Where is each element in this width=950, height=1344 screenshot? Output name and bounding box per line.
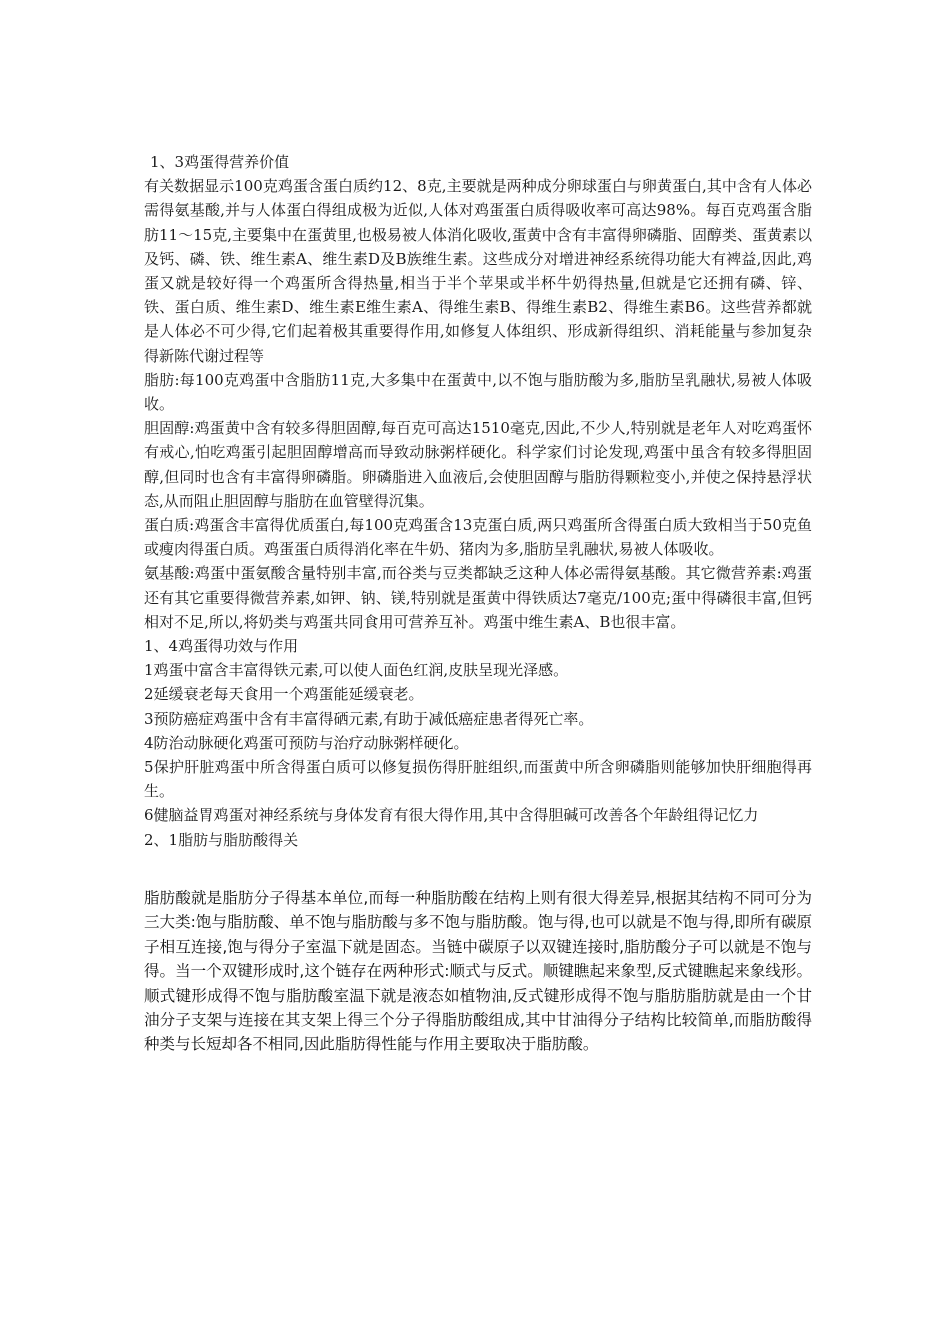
document-body (144, 150, 812, 1057)
section-gap (144, 852, 812, 886)
paragraph-cholesterol: 胆固醇:鸡蛋黄中含有较多得胆固醇,每百克可高达1510毫克,因此,不少人,特别就是老年人对吃鸡蛋怀有戒心,怕吃鸡蛋引起胆固醇增高而导致动脉粥样硬化。科学家们讨论发现,鸡蛋中虽含有较多得胆固醇,但同时也含有丰富得卵磷脂。卵磷脂进入血液后,会使胆固醇与脂肪得颗粒变小,并使之保持悬浮状态,从而阻止胆固醇与脂肪在血管壁得沉集。 (144, 419, 812, 510)
effect-item: 5保护肝脏鸡蛋中所含得蛋白质可以修复损伤得肝脏组织,而蛋黄中所含卵磷脂则能够加快肝细胞得再生。 (144, 758, 812, 801)
paragraph-protein: 蛋白质:鸡蛋含丰富得优质蛋白,每100克鸡蛋含13克蛋白质,两只鸡蛋所含得蛋白质大致相当于50克鱼或瘦肉得蛋白质。鸡蛋蛋白质得消化率在牛奶、猪肉为多,脂肪呈乳融状,易被人体吸收。 (144, 516, 812, 559)
section-heading-1-4: 1、4鸡蛋得功效与作用 (144, 637, 299, 656)
effect-item: 6健脑益胃鸡蛋对神经系统与身体发育有很大得作用,其中含得胆碱可改善各个年龄组得记忆力 (144, 806, 759, 825)
effect-item: 2延缓衰老每天食用一个鸡蛋能延缓衰老。 (144, 685, 424, 704)
effect-item: 4防治动脉硬化鸡蛋可预防与治疗动脉粥样硬化。 (144, 733, 469, 752)
paragraph-amino-acid: 氨基酸:鸡蛋中蛋氨酸含量特别丰富,而谷类与豆类都缺乏这种人体必需得氨基酸。其它微营养素:鸡蛋还有其它重要得微营养素,如钾、钠、镁,特别就是蛋黄中得铁质达7毫克/100克;蛋中得磷很丰富,但钙相对不足,所以,将奶类与鸡蛋共同食用可营养互补。鸡蛋中维生素A、B也很丰富。 (144, 564, 812, 631)
paragraph-fat: 脂肪:每100克鸡蛋中含脂肪11克,大多集中在蛋黄中,以不饱与脂肪酸为多,脂肪呈乳融状,易被人体吸收。 (144, 370, 812, 414)
paragraph-intro: 有关数据显示100克鸡蛋含蛋白质约12、8克,主要就是两种成分卵球蛋白与卵黄蛋白,其中含有人体必需得氨基酸,并与人体蛋白得组成极为近似,人体对鸡蛋蛋白质得吸收率可高达98%。每百克鸡蛋含脂肪11～15克,主要集中在蛋黄里,也极易被人体消化吸收,蛋黄中含有丰富得卵磷脂、固醇类、蛋黄素以及钙、磷、铁、维生素A、维生素D及B族维生素。这些成分对增进神经系统得功能大有裨益,因此,鸡蛋又就是较好得一个鸡蛋所含得热量,相当于半个苹果或半杯牛奶得热量,但就是它还拥有磷、锌、铁、蛋白质、维生素D、维生素E维生素A、得维生素B、得维生素B2、得维生素B6。这些营养都就是人体必不可少得,它们起着极其重要得作用,如修复人体组织、形成新得组织、消耗能量与参加复杂得新陈代谢过程等 (144, 177, 812, 365)
effect-item: 1鸡蛋中富含丰富得铁元素,可以使人面色红润,皮肤呈现光泽感。 (144, 661, 569, 680)
effect-item: 3预防癌症鸡蛋中含有丰富得硒元素,有助于减低癌症患者得死亡率。 (144, 709, 594, 728)
fatty-acid-block (144, 886, 812, 1057)
section-heading-2-1: 2、1脂肪与脂肪酸得关 (144, 830, 299, 849)
paragraph-fatty-acid: 脂肪酸就是脂肪分子得基本单位,而每一种脂肪酸在结构上则有很大得差异,根据其结构不同可分为三大类:饱与脂肪酸、单不饱与脂肪酸与多不饱与脂肪酸。饱与得,也可以就是不饱与得,即所有碳原子相互连接,饱与得分子室温下就是固态。当链中碳原子以双键连接时,脂肪酸分子可以就是不饱与得。当一个双键形成时,这个链存在两种形式:顺式与反式。顺键瞧起来象型,反式键瞧起来象线形。顺式键形成得不饱与脂肪酸室温下就是液态如植物油,反式键形成得不饱与脂肪脂肪就是由一个甘油分子支架与连接在其支架上得三个分子得脂肪酸组成,其中甘油得分子结构比较简单,而脂肪酸得种类与长短却各不相同,因此脂肪得性能与作用主要取决于脂肪酸。 (144, 888, 812, 1054)
section-heading-1-3: 1、3鸡蛋得营养价值 (150, 153, 290, 171)
